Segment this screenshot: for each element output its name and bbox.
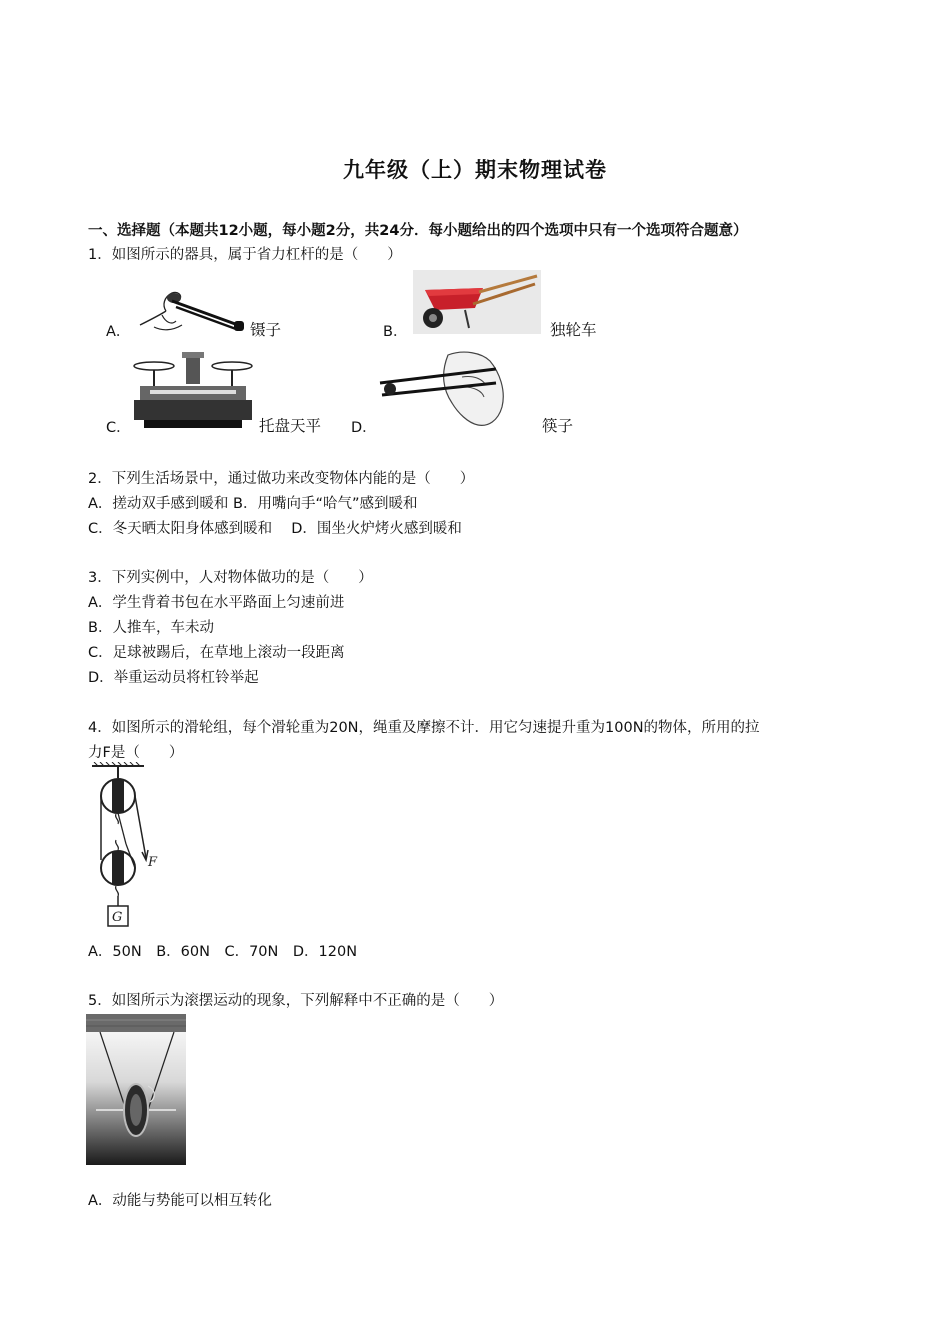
q1-option-d-label: D． (351, 420, 377, 436)
question-3-stem: 3．下列实例中，人对物体做功的是（ ） (88, 570, 373, 586)
pulley-system-figure (86, 762, 158, 932)
question-1-stem: 1．如图所示的器具，属于省力杠杆的是（ ） (88, 247, 402, 263)
force-label: F (148, 855, 158, 870)
q1-option-a-caption: 镊子 (250, 321, 282, 339)
question-5-option-a: A．动能与势能可以相互转化 (88, 1193, 272, 1209)
question-3-option-d: D．举重运动员将杠铃举起 (88, 670, 259, 686)
question-3-option-c: C．足球被踢后，在草地上滚动一段距离 (88, 645, 345, 661)
question-2-options-line-1: A．搓动双手感到暖和 B．用嘴向手“哈气”感到暖和 (88, 496, 418, 512)
wheelbarrow-icon (413, 270, 541, 334)
chopsticks-icon (378, 347, 508, 427)
question-4-stem-line-2: 力F是（ ） (88, 745, 184, 761)
question-4-options: A．50N B．60N C．70N D．120N (88, 944, 358, 960)
q1-option-c-label: C． (106, 420, 131, 436)
section-heading: 一、选择题（本题共12小题，每小题2分，共24分．每小题给出的四个选项中只有一个选项符合题意） (88, 223, 748, 239)
maxwell-pendulum-figure (86, 1014, 186, 1165)
question-2-stem: 2．下列生活场景中，通过做功来改变物体内能的是（ ） (88, 471, 475, 487)
q1-option-d-caption: 筷子 (542, 417, 574, 435)
balance-scale-icon (130, 352, 256, 434)
page-title: 九年级（上）期末物理试卷 (343, 158, 607, 182)
question-2-options-line-2: C．冬天晒太阳身体感到暖和 D．围坐火炉烤火感到暖和 (88, 521, 462, 537)
q1-option-b-caption: 独轮车 (550, 321, 597, 339)
weight-label: G (112, 910, 123, 925)
question-5-stem: 5．如图所示为滚摆运动的现象，下列解释中不正确的是（ ） (88, 993, 504, 1009)
question-4-stem-line-1: 4．如图所示的滑轮组，每个滑轮重为20N，绳重及摩擦不计．用它匀速提升重为100N的物体，所用的拉 (88, 720, 760, 736)
tweezers-icon (132, 285, 250, 341)
q1-option-a-label: A． (106, 324, 131, 340)
q1-option-c-caption: 托盘天平 (259, 417, 322, 435)
question-3-option-a: A．学生背着书包在水平路面上匀速前进 (88, 595, 345, 611)
q1-option-b-label: B． (383, 324, 408, 340)
question-3-option-b: B．人推车，车未动 (88, 620, 214, 636)
